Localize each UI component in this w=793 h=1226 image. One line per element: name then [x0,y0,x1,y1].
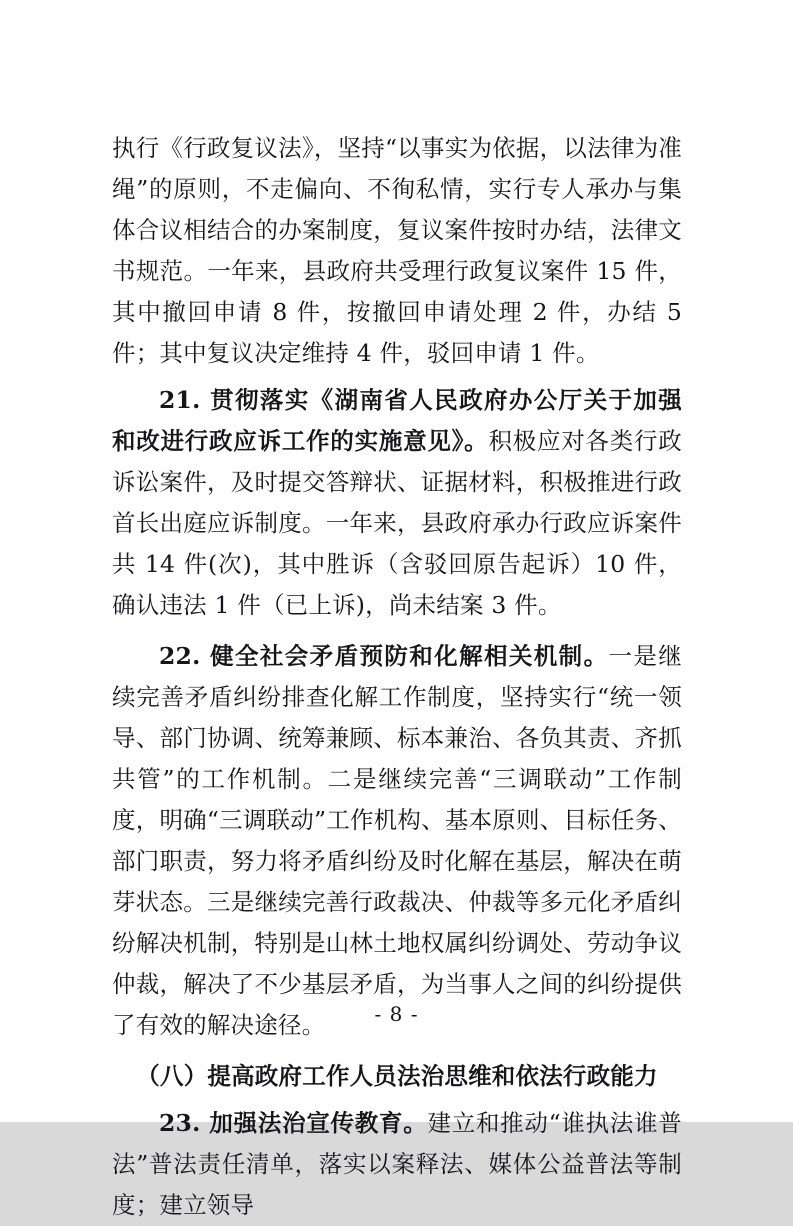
paragraph-lead-22: 22. 健全社会矛盾预防和化解相关机制。 [159,642,609,670]
paragraph-item-21 [112,380,682,626]
paragraph-lead-21: 21. 贯彻落实《湖南省人民政府办公厅关于加强和改进行政应诉工作的实施意见》。 [112,386,682,455]
paragraph-text-23: 建立和推动“谁执法谁普法”普法责任清单，落实以案释法、媒体公益普法等制度；建立领导 [112,1109,683,1219]
paragraph-lead-23: 23. 加强法治宣传教育。 [159,1109,428,1137]
paragraph-continuation [112,128,682,374]
paragraph-text-21: 积极应对各类行政诉讼案件，及时提交答辩状、证据材料，积极推进行政首长出庭应诉制度。一年来，县政府承办行政应诉案件共 14 件(次)，其中胜诉（含驳回原告起诉）10 件，确认违法 1 件（已上诉)，尚未结案 3 件。 [112,427,682,619]
paragraph-item-23 [112,1103,682,1226]
spacer [112,626,682,636]
spacer [112,1046,682,1056]
page-content [112,128,682,1226]
paragraph-item-22 [112,636,682,1046]
page-number: - 8 - [374,1002,419,1026]
section-heading-8: （八）提高政府工作人员法治思维和依法行政能力 [136,1062,658,1090]
paragraph-text: 执行《行政复议法》，坚持“以事实为依据，以法律为准绳”的原则，不走偏向、不徇私情，实行专人承办与集体合议相结合的办案制度，复议案件按时办结，法律文书规范。一年来，县政府共受理行政复议案件 15 件，其中撤回申请 8 件，按撤回申请处理 2 件，办结 5 件；其中复议决定维持 4 件，驳回申请 1 件。 [112,134,682,367]
paragraph-text-22: 一是继续完善矛盾纠纷排查化解工作制度，坚持实行“统一领导、部门协调、统筹兼顾、标本兼治、各负其责、齐抓共管”的工作机制。二是继续完善“三调联动”工作制度，明确“三调联动”工作机构、基本原则、目标任务、部门职责，努力将矛盾纠纷及时化解在基层，解决在萌芽状态。三是继续完善行政裁决、仲裁等多元化矛盾纠纷解决机制，特别是山林土地权属纠纷调处、劳动争议仲裁，解决了不少基层矛盾，为当事人之间的纠纷提供了有效的解决途径。 [112,642,682,1039]
